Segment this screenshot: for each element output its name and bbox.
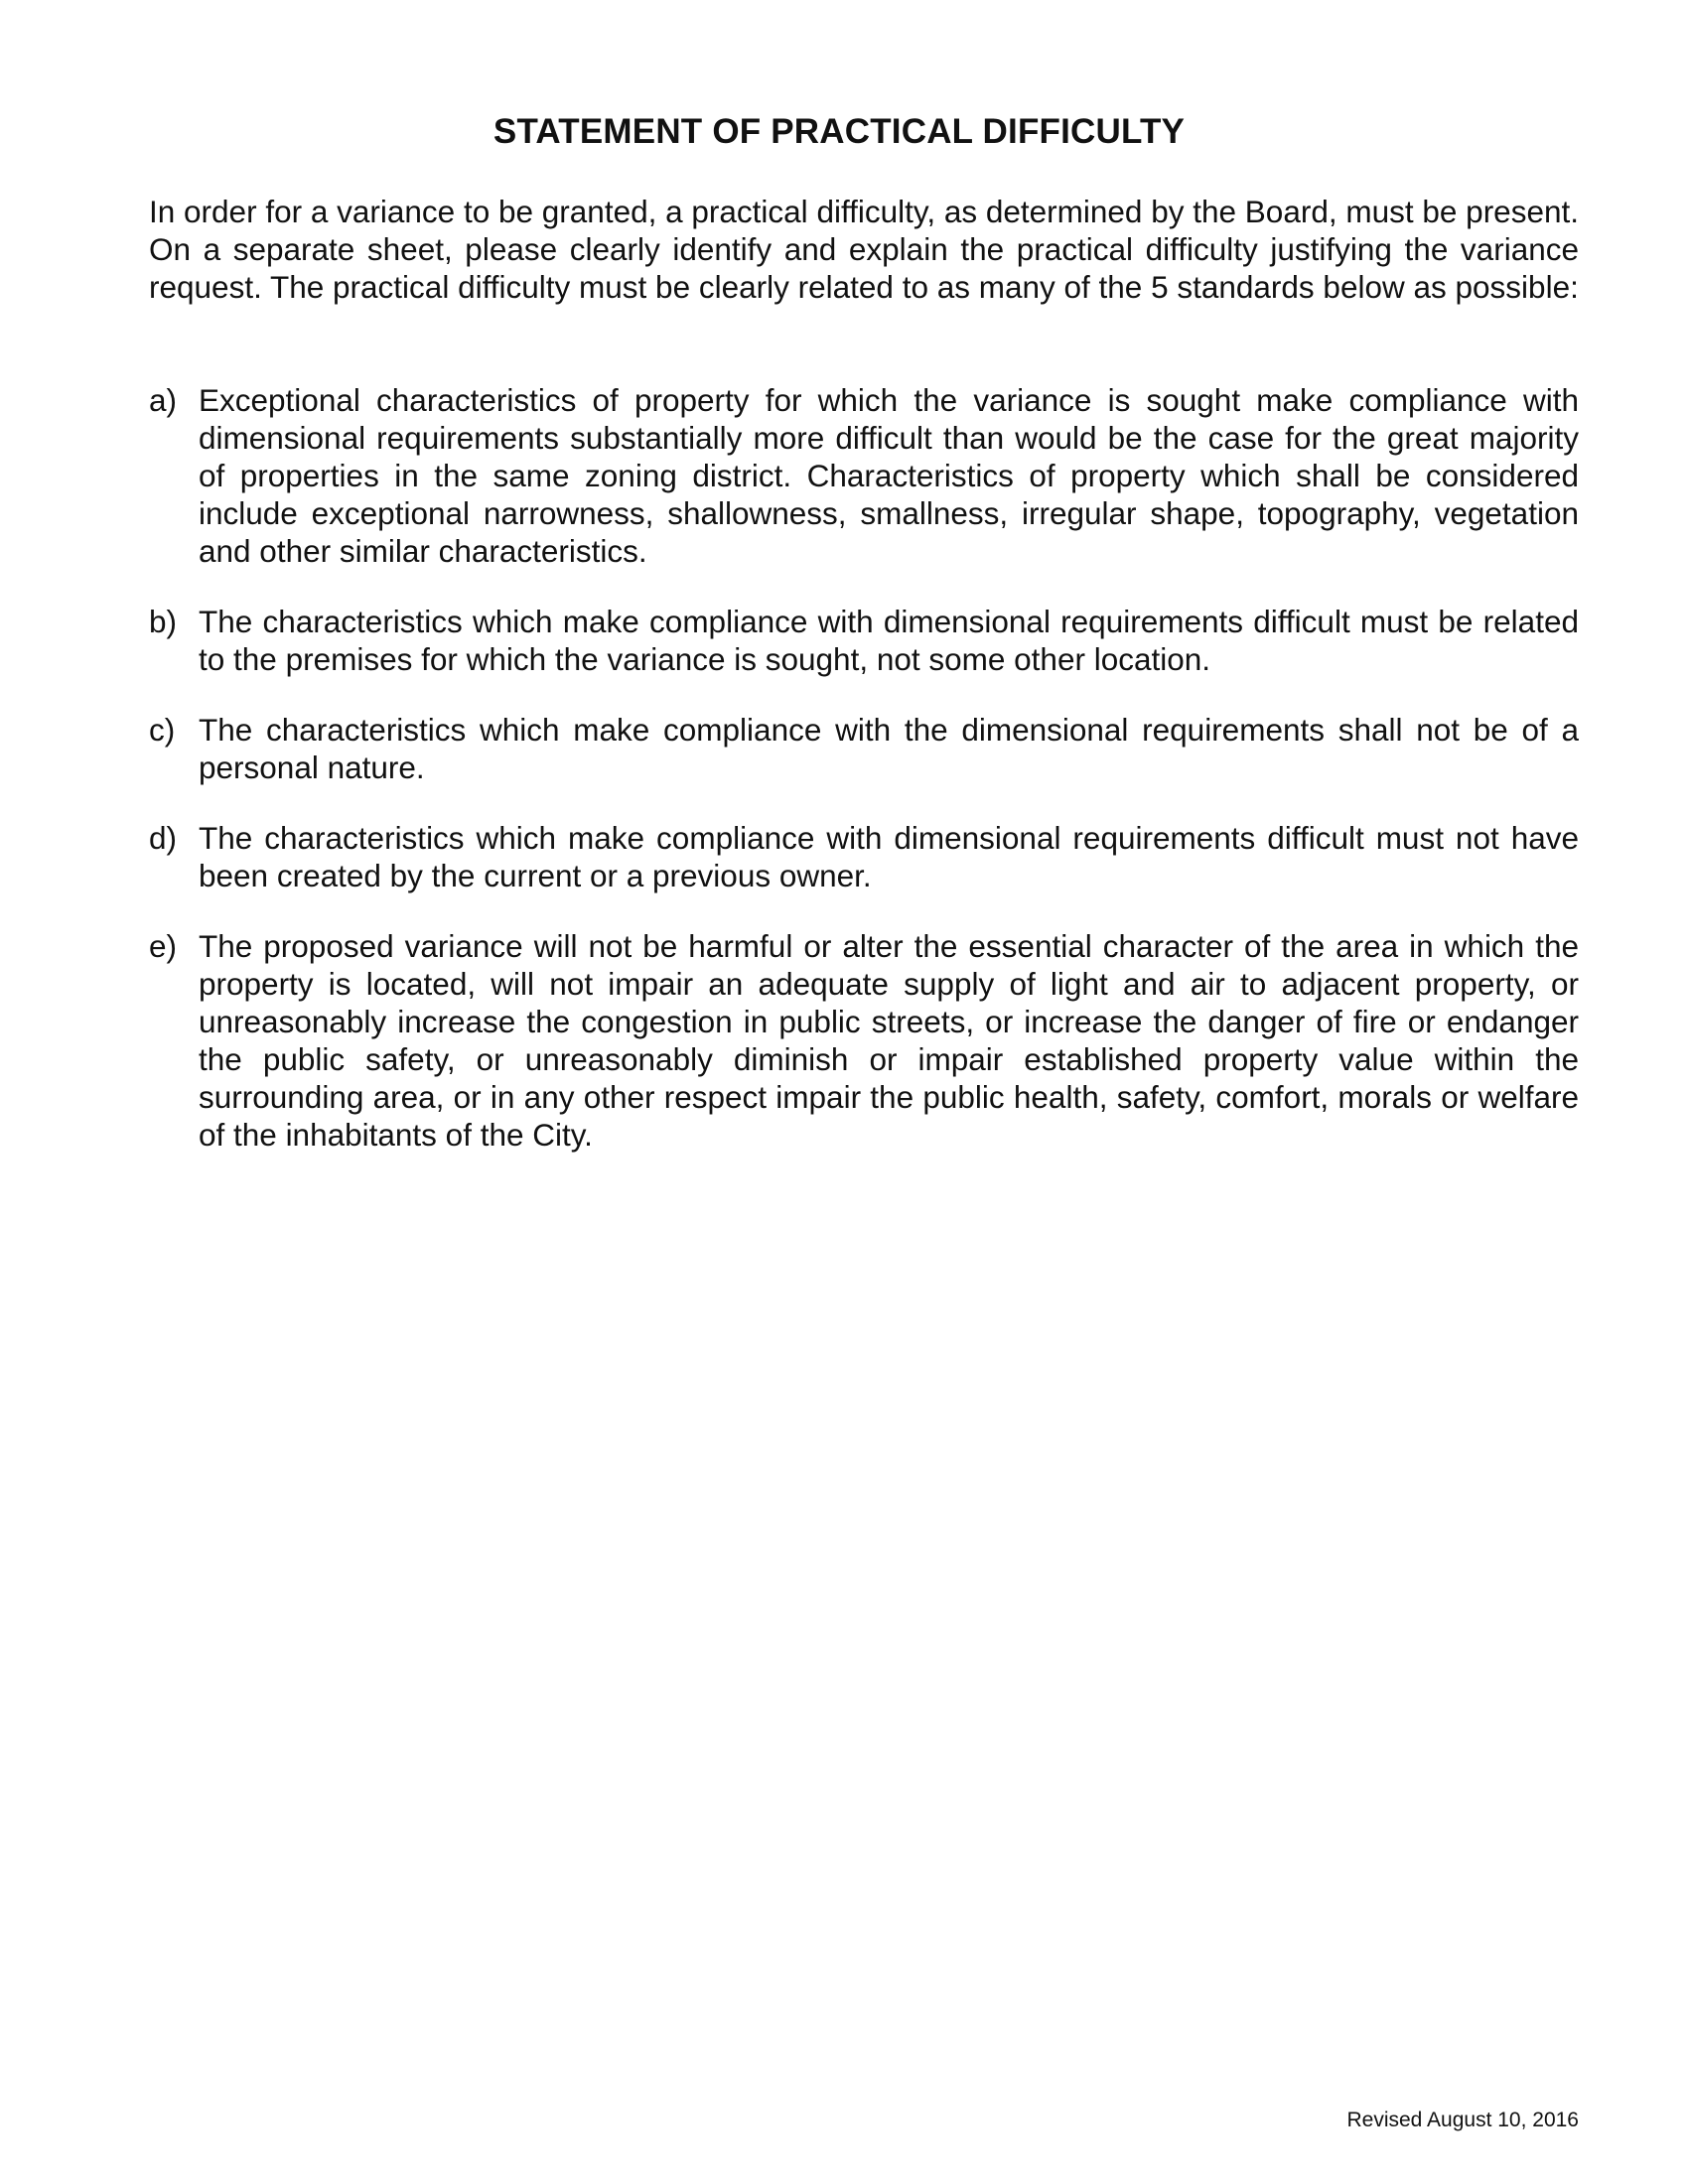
standard-item-c: [149, 711, 1579, 786]
item-marker: d): [149, 820, 178, 856]
item-text: The characteristics which make compliance with dimensional requirements difficult must not have been created by the current or a previous owner.: [199, 820, 1579, 893]
item-text: The proposed variance will not be harmful or alter the essential character of the area in which the property is located, will not impair an adequate supply of light and air to adjacent property, or unreasonably increase the congestion in public streets, or increase the danger of fire or endanger the public safety, or unreasonably diminish or impair established property value within the surrounding area, or in any other respect impair the public health, safety, comfort, morals or welfare of the inhabitants of the City.: [199, 928, 1579, 1153]
standard-item-e: [149, 927, 1579, 1154]
item-marker: a): [149, 382, 178, 418]
page-title: STATEMENT OF PRACTICAL DIFFICULTY: [492, 112, 1186, 151]
item-text: The characteristics which make compliance with the dimensional requirements shall not be of a personal nature.: [199, 712, 1579, 785]
item-marker: b): [149, 604, 178, 639]
item-text: The characteristics which make compliance with dimensional requirements difficult must be related to the premises for which the variance is sought, not some other location.: [199, 604, 1579, 677]
item-marker: e): [149, 928, 178, 964]
standard-item-b: [149, 603, 1579, 678]
standard-item-d: [149, 819, 1579, 894]
revision-date: Revised August 10, 2016: [1346, 2109, 1579, 2131]
item-text: Exceptional characteristics of property for which the variance is sought make compliance with dimensional requirements substantially more difficult than would be the case for the great majority of properties in the same zoning district. Characteristics of property which shall be considered include exceptional narrowness, shallowness, smallness, irregular shape, topography, vegetation and other similar characteristics.: [199, 382, 1579, 569]
standard-item-a: [149, 381, 1579, 570]
intro-paragraph: In order for a variance to be granted, a practical difficulty, as determined by the Board, must be present. On a separate sheet, please clearly identify and explain the practical difficulty justifying the variance request. The practical difficulty must be clearly related to as many of the 5 standards below as possible:: [149, 194, 1579, 305]
item-marker: c): [149, 712, 176, 748]
standards-list: [149, 381, 1579, 1186]
